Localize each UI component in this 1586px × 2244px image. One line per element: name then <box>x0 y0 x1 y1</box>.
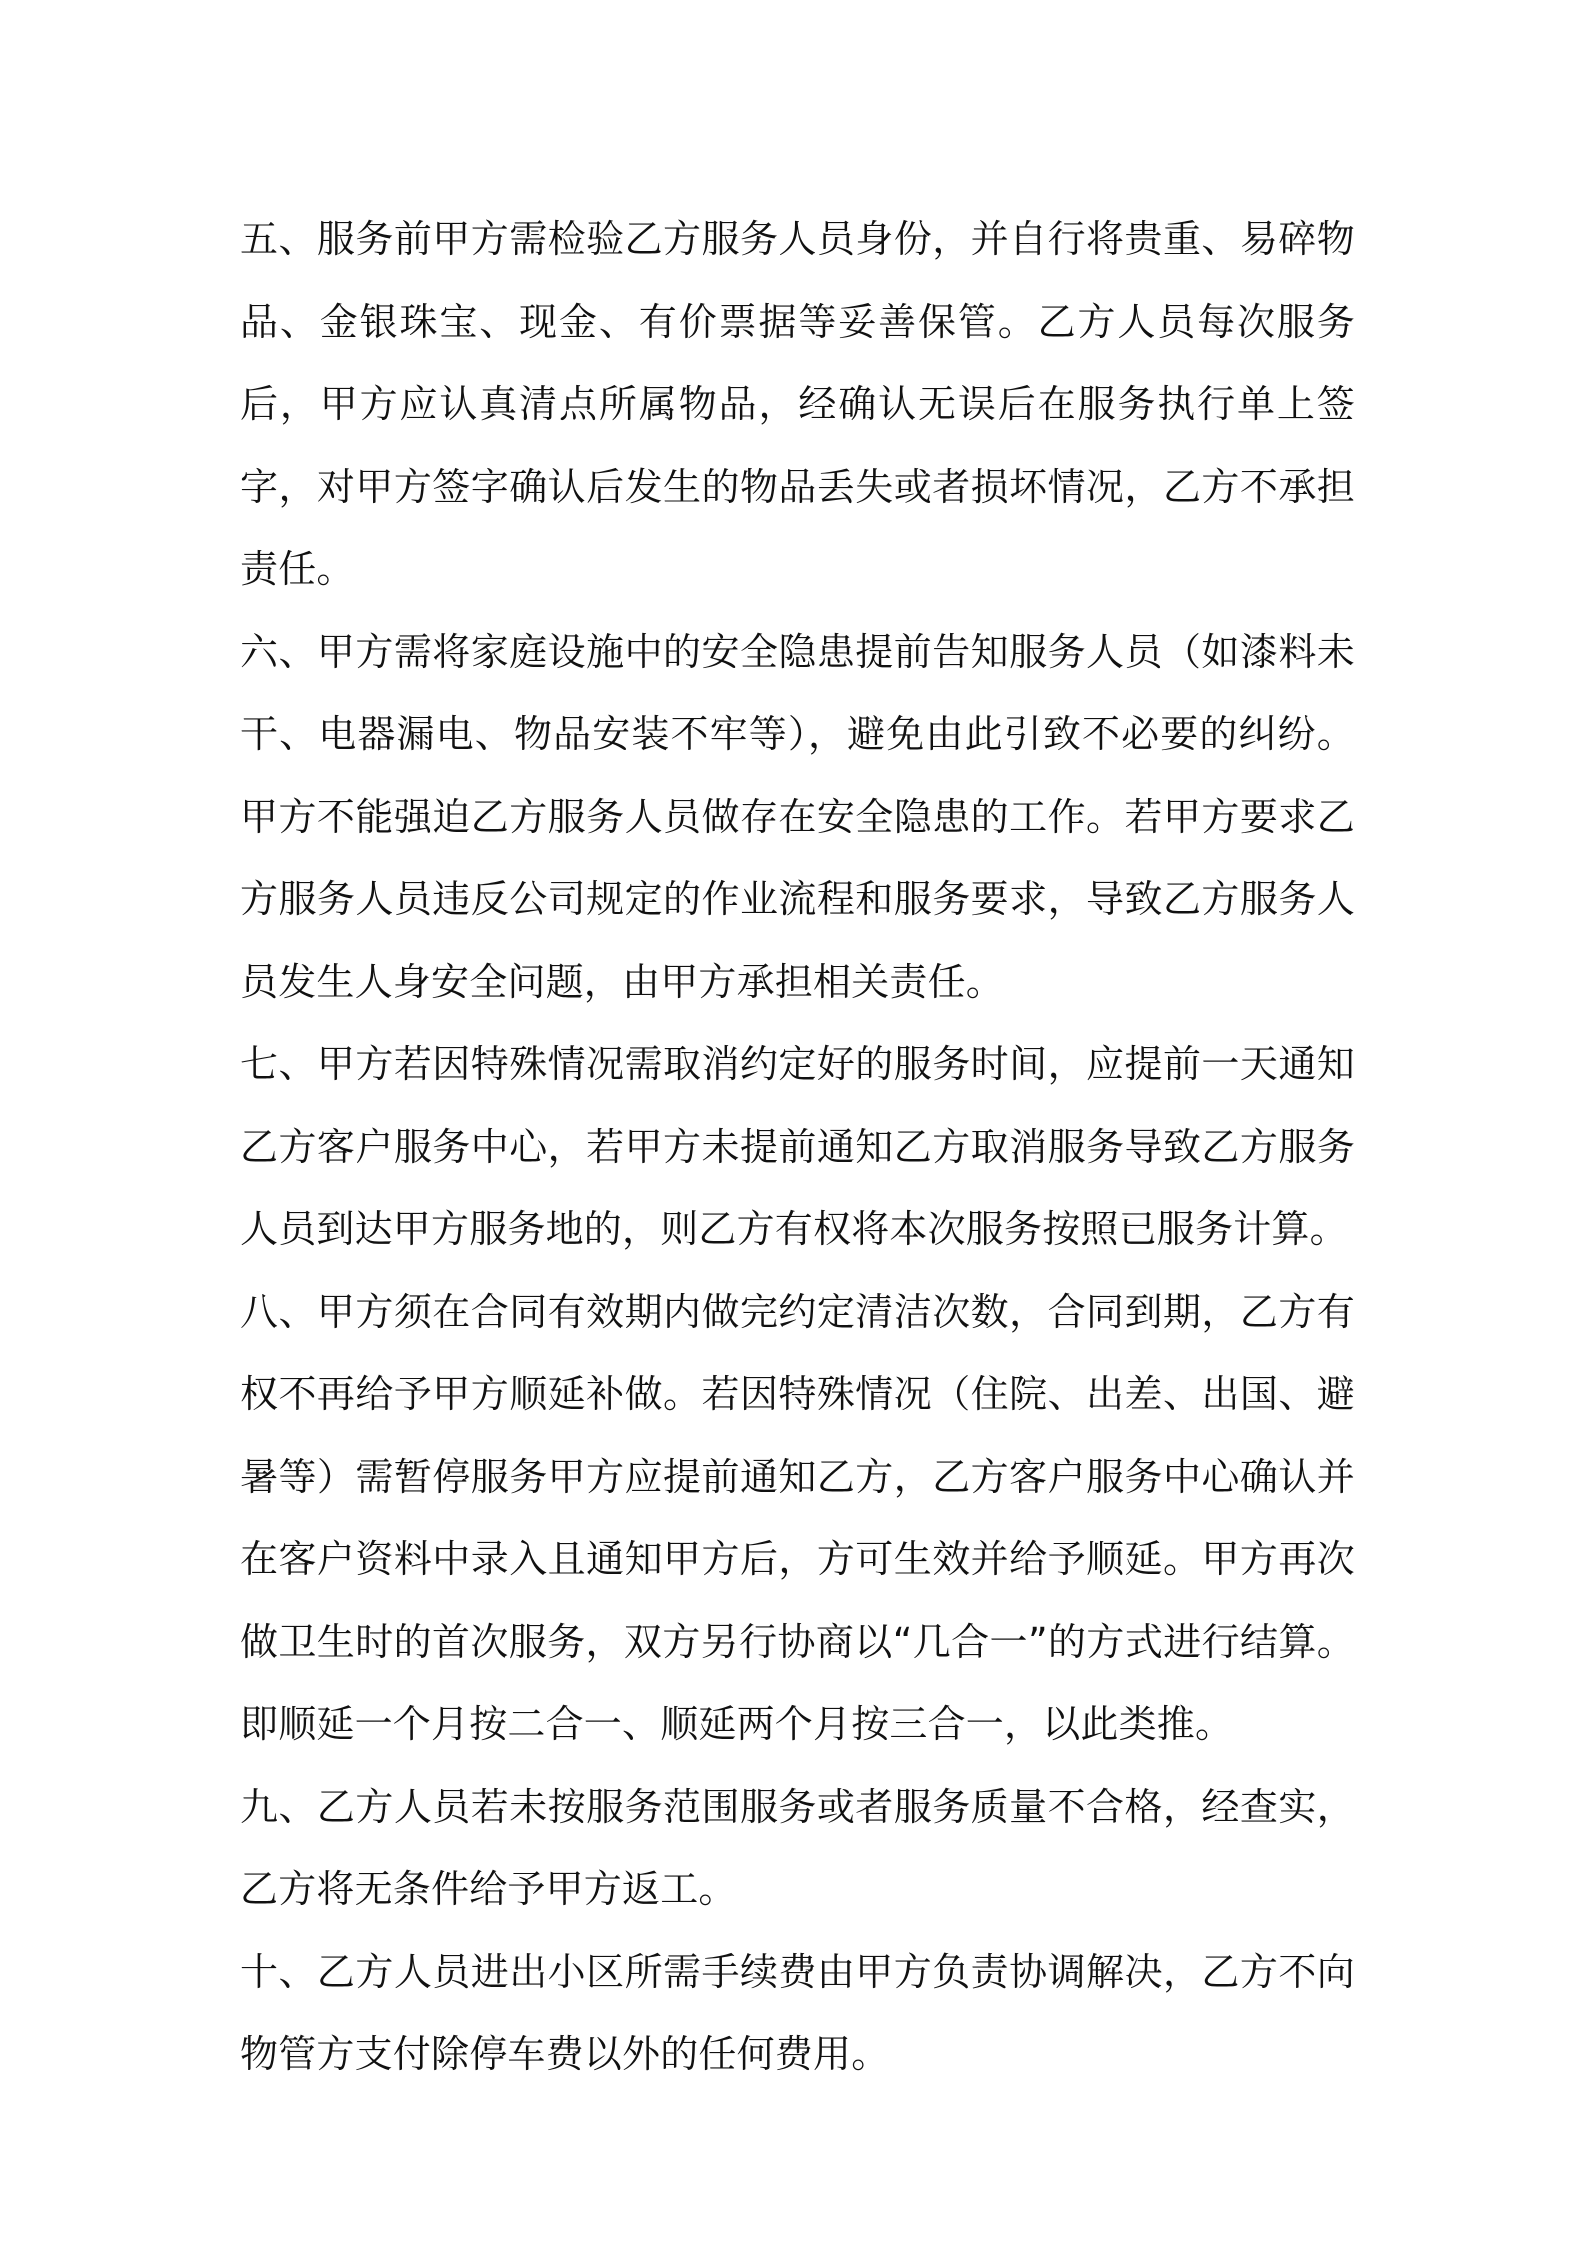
clause-6: 六、甲方需将家庭设施中的安全隐患提前告知服务人员（如漆料未干、电器漏电、物品安装不牢等），避免由此引致不必要的纠纷。甲方不能强迫乙方服务人员做存在安全隐患的工作。若甲方要求乙方服务人员违反公司规定的作业流程和服务要求，导致乙方服务人员发生人身安全问题，由甲方承担相关责任。 <box>240 629 1355 1004</box>
clause-5: 五、服务前甲方需检验乙方服务人员身份，并自行将贵重、易碎物品、金银珠宝、现金、有价票据等妥善保管。乙方人员每次服务后，甲方应认真清点所属物品，经确认无误后在服务执行单上签字，对甲方签字确认后发生的物品丢失或者损坏情况，乙方不承担责任。 <box>240 217 1355 591</box>
clause-7: 七、甲方若因特殊情况需取消约定好的服务时间，应提前一天通知乙方客户服务中心，若甲方未提前通知乙方取消服务导致乙方服务人员到达甲方服务地的，则乙方有权将本次服务按照已服务计算。 <box>240 1042 1355 1251</box>
contract-page <box>240 198 1355 2096</box>
clause-9: 九、乙方人员若未按服务范围服务或者服务质量不合格，经查实，乙方将无条件给予甲方返工。 <box>240 1784 1355 1911</box>
clause-8: 八、甲方须在合同有效期内做完约定清洁次数，合同到期，乙方有权不再给予甲方顺延补做。若因特殊情况（住院、出差、出国、避暑等）需暂停服务甲方应提前通知乙方，乙方客户服务中心确认并在客户资料中录入且通知甲方后，方可生效并给予顺延。甲方再次做卫生时的首次服务，双方另行协商以“几合一”的方式进行结算。即顺延一个月按二合一、顺延两个月按三合一，以此类推。 <box>240 1289 1355 1746</box>
clause-10: 十、乙方人员进出小区所需手续费由甲方负责协调解决，乙方不向物管方支付除停车费以外的任何费用。 <box>240 1949 1355 2076</box>
